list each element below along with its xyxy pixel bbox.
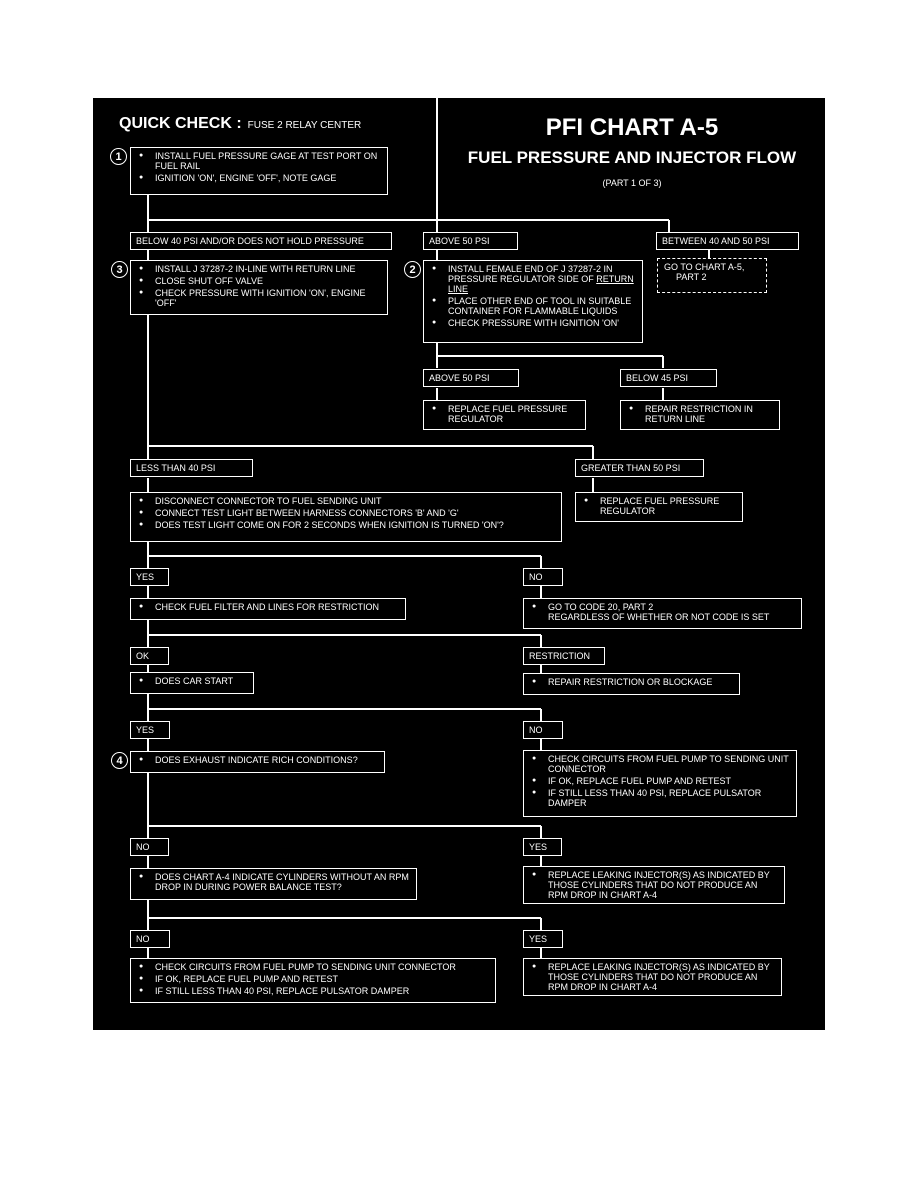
repair-return-line-box [620,400,780,430]
chart-title: PFI CHART A-5 [545,114,719,141]
no-label-4: NO [130,930,170,948]
replace-regulator-box-1 [423,400,586,430]
quick-check-sub: FUSE 2 RELAY CENTER [247,120,362,131]
restriction-label: RESTRICTION [523,647,605,665]
step-number-1: 1 [110,148,127,165]
replace-injectors-box-1 [523,866,785,904]
list-item: ● CONNECT TEST LIGHT BETWEEN HARNESS CONNECTORS 'B' AND 'G' [137,508,555,518]
list-item: ● DOES EXHAUST INDICATE RICH CONDITIONS? [137,755,378,765]
list-item: ● INSTALL FUEL PRESSURE GAGE AT TEST PORT ON FUEL RAIL [137,151,381,171]
flowchart [93,98,825,1030]
chart-subtitle: FUEL PRESSURE AND INJECTOR FLOW [467,148,797,167]
ok-label: OK [130,647,169,665]
yes-label-3: YES [523,838,562,856]
goto-chart-a5-part2 [657,258,767,293]
below-45-psi-label: BELOW 45 PSI [620,369,717,387]
yes-label-1: YES [130,568,169,586]
goto-line-1: GO TO CHART A-5, [664,262,745,272]
list-item: ● DOES CHART A-4 INDICATE CYLINDERS WITHOUT AN RPM DROP IN DURING POWER BALANCE TEST? [137,872,410,892]
list-item: ● DOES CAR START [137,676,247,686]
install-female-box [423,260,643,343]
step-number-3: 3 [111,261,128,278]
less-than-40-label: LESS THAN 40 PSI [130,459,253,477]
install-inline-box [130,260,388,315]
step-number-4: 4 [111,752,128,769]
check-circuits-box-2 [130,958,496,1003]
goto-code-20-box [523,598,802,629]
return-line-text: RETURN LINE [448,274,634,294]
above-50-psi-label: ABOVE 50 PSI [423,232,518,250]
list-item: ● DISCONNECT CONNECTOR TO FUEL SENDING UNIT [137,496,555,506]
list-item: ● IF OK, REPLACE FUEL PUMP AND RETEST [137,974,489,984]
list-item: ● IF STILL LESS THAN 40 PSI, REPLACE PULSATOR DAMPER [530,788,790,808]
yes-label-2: YES [130,721,170,739]
does-car-start-box [130,672,254,694]
list-item [530,602,795,622]
check-filter-box [130,598,406,620]
code20-line-2: REGARDLESS OF WHETHER OR NOT CODE IS SET [548,612,770,622]
replace-regulator-box-2 [575,492,743,522]
list-item-text: INSTALL FEMALE END OF J 37287-2 IN PRESSURE REGULATOR SIDE OF [448,264,613,284]
list-item: ● CHECK CIRCUITS FROM FUEL PUMP TO SENDING UNIT CONNECTOR [530,754,790,774]
list-item: ● IGNITION 'ON', ENGINE 'OFF', NOTE GAGE [137,173,381,183]
list-item: ● IF STILL LESS THAN 40 PSI, REPLACE PULSATOR DAMPER [137,986,489,996]
list-item: ● DOES TEST LIGHT COME ON FOR 2 SECONDS WHEN IGNITION IS TURNED 'ON'? [137,520,555,530]
exhaust-rich-box [130,751,385,773]
list-item: ● REPLACE LEAKING INJECTOR(S) AS INDICATED BY THOSE CYLINDERS THAT DO NOT PRODUCE AN RPM DROP IN CHART A-4 [530,870,778,900]
above-50-psi-sub-label: ABOVE 50 PSI [423,369,519,387]
greater-than-50-label: GREATER THAN 50 PSI [575,459,704,477]
list-item: ● REPLACE FUEL PRESSURE REGULATOR [430,404,579,424]
list-item: ● REPLACE LEAKING INJECTOR(S) AS INDICATED BY THOSE CYLINDERS THAT DO NOT PRODUCE AN RPM DROP IN CHART A-4 [530,962,775,992]
list-item: ● REPLACE FUEL PRESSURE REGULATOR [582,496,736,516]
no-label-2: NO [523,721,563,739]
step-number-2: 2 [404,261,421,278]
yes-label-4: YES [523,930,563,948]
list-item: ● CLOSE SHUT OFF VALVE [137,276,381,286]
list-item: ● INSTALL J 37287-2 IN-LINE WITH RETURN LINE [137,264,381,274]
between-40-50-label: BETWEEN 40 AND 50 PSI [656,232,799,250]
list-item: ● CHECK FUEL FILTER AND LINES FOR RESTRICTION [137,602,399,612]
list-item: ● REPAIR RESTRICTION IN RETURN LINE [627,404,773,424]
chart-a4-question-box [130,868,417,900]
goto-line-2: PART 2 [676,272,707,282]
replace-injectors-box-2 [523,958,782,996]
disconnect-connector-box [130,492,562,542]
list-item: ● PLACE OTHER END OF TOOL IN SUITABLE CONTAINER FOR FLAMMABLE LIQUIDS [430,296,636,316]
repair-blockage-box [523,673,740,695]
no-label-3: NO [130,838,169,856]
below-40-psi-label: BELOW 40 PSI AND/OR DOES NOT HOLD PRESSURE [130,232,392,250]
code20-line-1: ● GO TO CODE 20, PART 2 [548,602,654,612]
list-item: ● CHECK PRESSURE WITH IGNITION 'ON' [430,318,636,328]
quick-check-label: QUICK CHECK : [119,115,242,132]
check-circuits-box-1 [523,750,797,817]
no-label-1: NO [523,568,563,586]
list-item: ● IF OK, REPLACE FUEL PUMP AND RETEST [530,776,790,786]
quick-check [119,115,361,133]
list-item: ● CHECK PRESSURE WITH IGNITION 'ON', ENGINE 'OFF' [137,288,381,308]
install-gage-box [130,147,388,195]
list-item [430,264,636,294]
list-item: ● REPAIR RESTRICTION OR BLOCKAGE [530,677,733,687]
chart-part: (PART 1 OF 3) [602,178,662,188]
list-item: ● CHECK CIRCUITS FROM FUEL PUMP TO SENDING UNIT CONNECTOR [137,962,489,972]
